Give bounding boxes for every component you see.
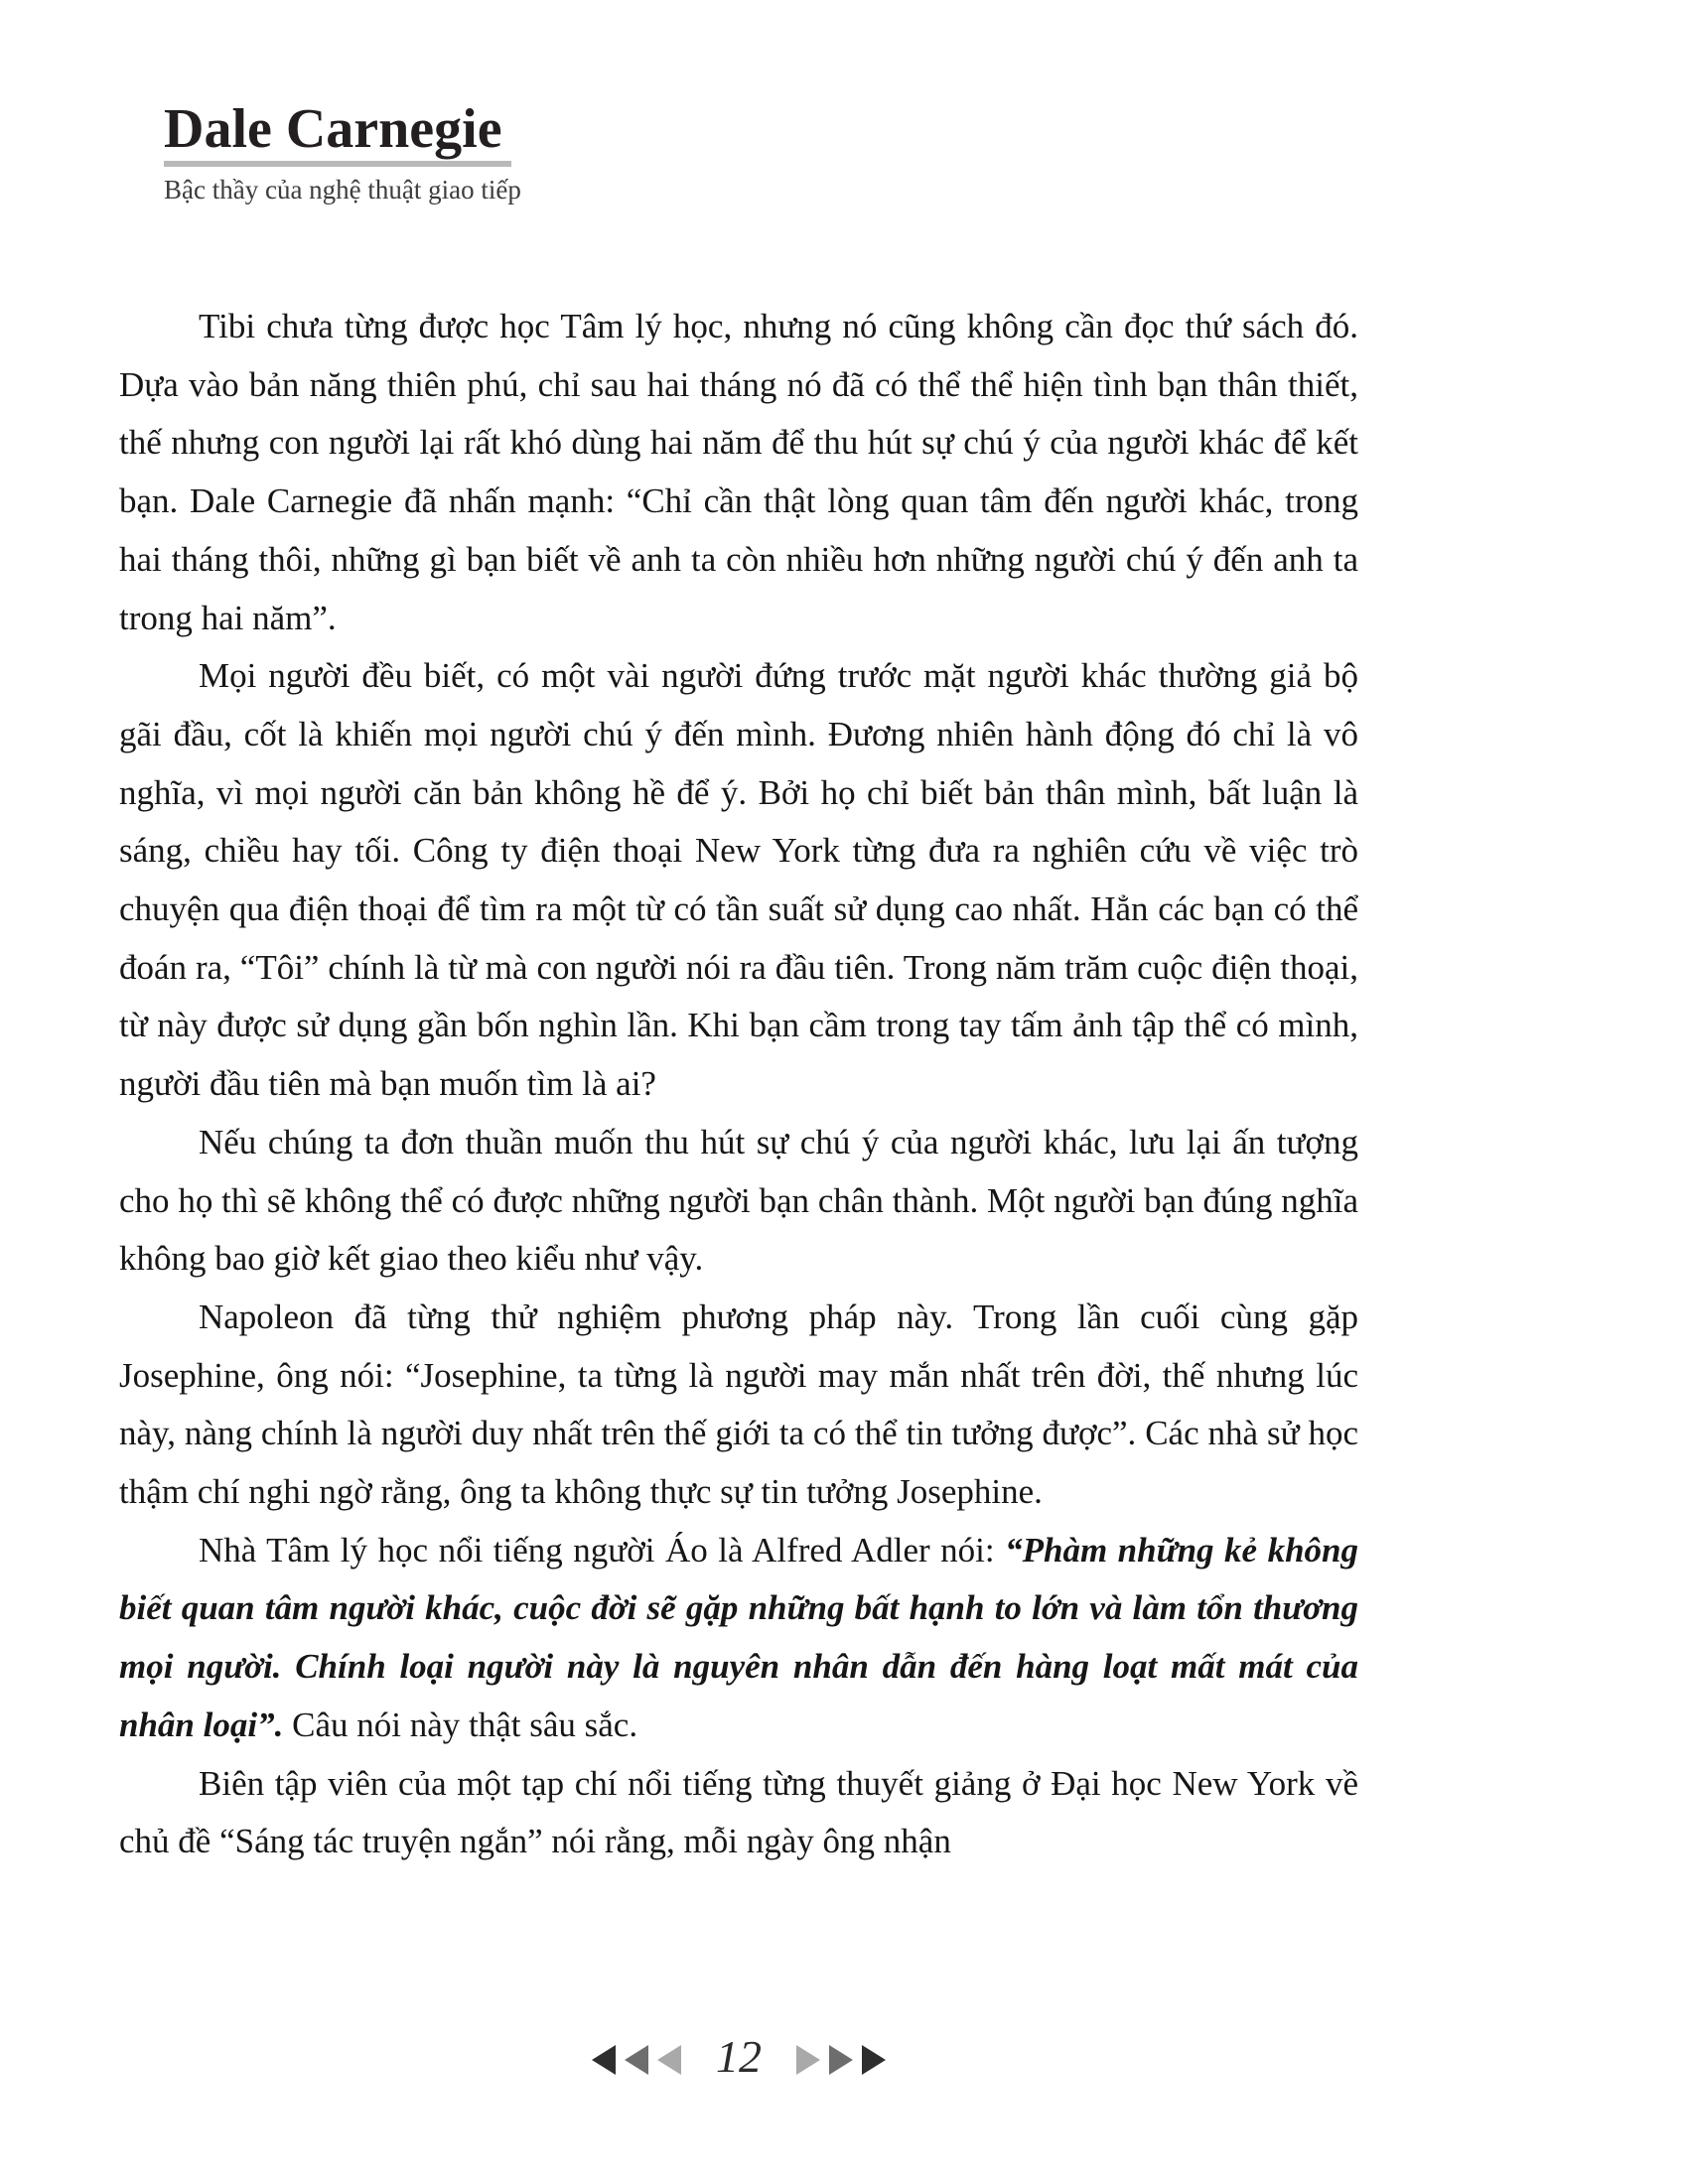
prev-page-arrow-icon (625, 2045, 648, 2075)
paragraph (119, 298, 1358, 647)
next-page-arrow-icon (796, 2045, 820, 2075)
prev-page-arrow-icon (657, 2045, 681, 2075)
quote-emphasis-text: “Phàm những kẻ không biết quan tâm người khác, cuộc đời sẽ gặp những bất hạnh to lớn và làm tổn thương mọi người. Chính loại người này là nguyên nhân dẫn đến hàng loạt mất mát của nhân loại”. (119, 1530, 1358, 1744)
next-page-arrow-icon (829, 2045, 853, 2075)
body-run: Mọi người đều biết, có một vài người đứng trước mặt người khác thường giả bộ gãi đầu, cốt là khiến mọi người chú ý đến mình. Đương nhiên hành động đó chỉ là vô nghĩa, vì mọi người căn bản không hề để ý. Bởi họ chỉ biết bản thân mình, bất luận là sáng, chiều hay tối. Công ty điện thoại New York từng đưa ra nghiên cứu về việc trò chuyện qua điện thoại để tìm ra một từ có tần suất sử dụng cao nhất. Hẳn các bạn có thể đoán ra, “Tôi” chính là từ mà con người nói ra đầu tiên. Trong năm trăm cuộc điện thoại, từ này được sử dụng gần bốn nghìn lần. Khi bạn cầm trong tay tấm ảnh tập thể có mình, người đầu tiên mà bạn muốn tìm là ai? (119, 656, 1358, 1104)
body-run: Câu nói này thật sâu sắc. (283, 1705, 638, 1744)
page-footer (119, 2031, 1358, 2083)
page-header (164, 99, 859, 205)
paragraph (119, 1755, 1358, 1871)
body-run: Biên tập viên của một tạp chí nổi tiếng từng thuyết giảng ở Đại học New York về chủ đề “Sáng tác truyện ngắn” nói rằng, mỗi ngày ông nhận (119, 1763, 1358, 1861)
left-arrows-icon (592, 2045, 681, 2075)
body-run: Napoleon đã từng thử nghiệm phương pháp này. Trong lần cuối cùng gặp Josephine, ông nói: “Josephine, ta từng là người may mắn nhất trên đời, thế nhưng lúc này, nàng chính là người duy nhất trên thế giới ta có thể tin tưởng được”. Các nhà sử học thậm chí nghi ngờ rằng, ông ta không thực sự tin tưởng Josephine. (119, 1297, 1358, 1512)
paragraph (119, 1289, 1358, 1522)
body-text (119, 298, 1358, 2045)
next-page-arrow-icon (862, 2045, 886, 2075)
paragraph (119, 1114, 1358, 1289)
author-tagline: Bậc thầy của nghệ thuật giao tiếp (164, 175, 521, 205)
paragraph (119, 1522, 1358, 1755)
prev-page-arrow-icon (592, 2045, 616, 2075)
body-run: Nếu chúng ta đơn thuần muốn thu hút sự chú ý của người khác, lưu lại ấn tượng cho họ thì sẽ không thể có được những người bạn chân thành. Một người bạn đúng nghĩa không bao giờ kết giao theo kiểu như vậy. (119, 1122, 1358, 1279)
page-number: 12 (716, 2031, 762, 2082)
author-logo: Dale Carnegie (164, 98, 502, 160)
paragraph (119, 647, 1358, 1114)
body-run: Nhà Tâm lý học nổi tiếng người Áo là Alfred Adler nói: (199, 1530, 1006, 1570)
logo-underline (164, 161, 511, 167)
right-arrows-icon (796, 2045, 886, 2075)
body-run: Tibi chưa từng được học Tâm lý học, nhưng nó cũng không cần đọc thứ sách đó. Dựa vào bản năng thiên phú, chỉ sau hai tháng nó đã có thể thể hiện tình bạn thân thiết, thế nhưng con người lại rất khó dùng hai năm để thu hút sự chú ý của người khác để kết bạn. Dale Carnegie đã nhấn mạnh: “Chỉ cần thật lòng quan tâm đến người khác, trong hai tháng thôi, những gì bạn biết về anh ta còn nhiều hơn những người chú ý đến anh ta trong hai năm”. (119, 307, 1358, 637)
